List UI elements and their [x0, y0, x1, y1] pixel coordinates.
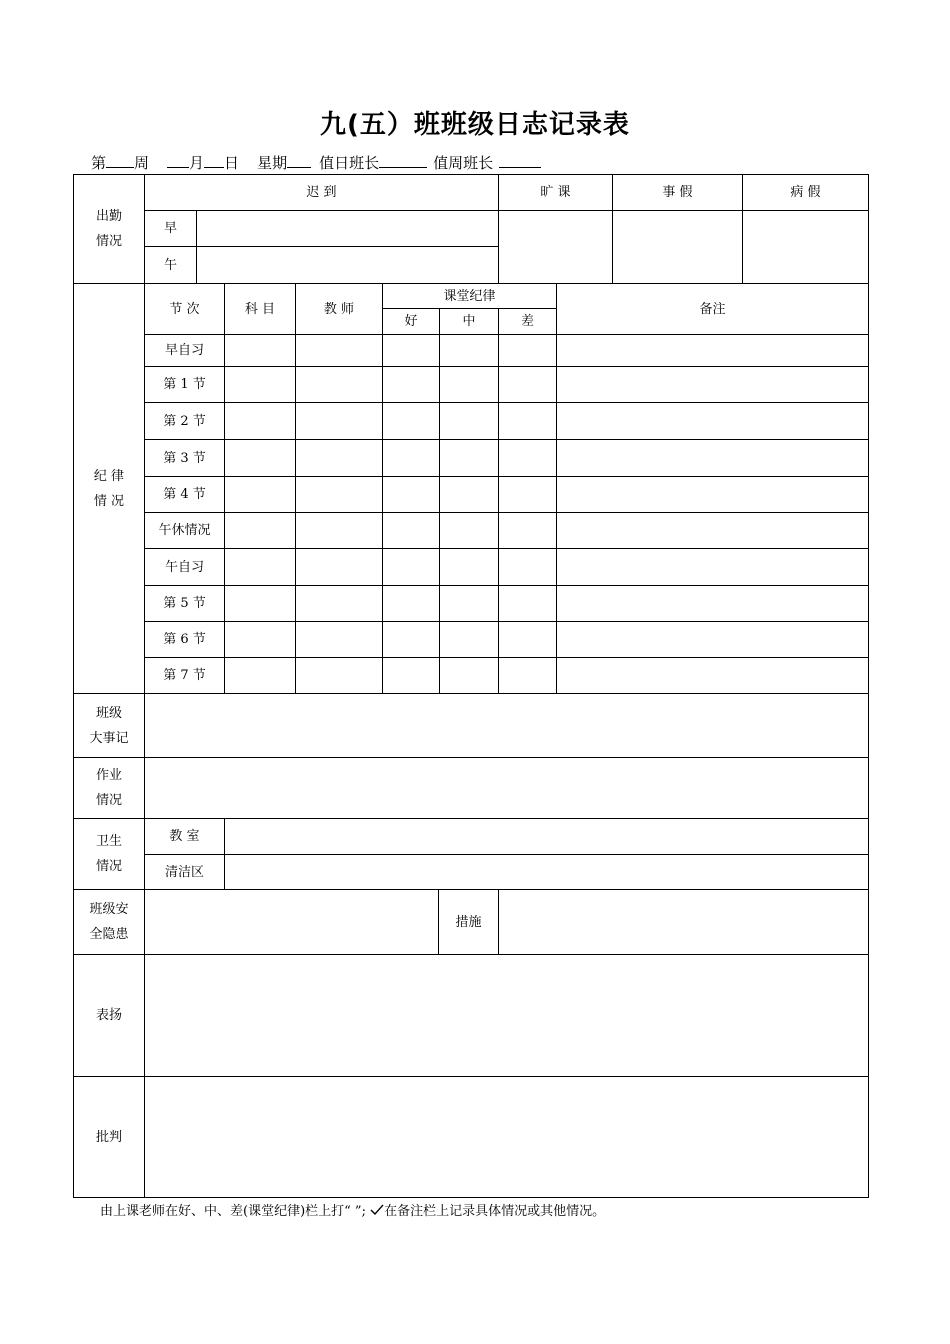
criticism-label: 批判 — [95, 1129, 122, 1145]
attendance-section-label: 出勤 情况 — [95, 209, 122, 249]
day-blank[interactable] — [204, 153, 224, 168]
duty-monitor-label: 值日班长 — [319, 154, 380, 172]
hygiene-label: 卫生 情况 — [95, 834, 122, 874]
footer-text-start: 由上课老师在好、中、差(课堂纪律)栏上打“ ”; — [100, 1204, 371, 1219]
period-row-label: 第 3 节 — [163, 450, 206, 466]
praise-label: 表扬 — [95, 1008, 122, 1023]
measures-label: 措施 — [455, 914, 482, 930]
month-blank[interactable] — [167, 153, 189, 168]
duty-monitor-blank[interactable] — [379, 153, 427, 168]
period-row-label: 第 7 节 — [163, 668, 206, 683]
footer-note — [100, 1200, 605, 1219]
month-label: 月 — [189, 154, 205, 172]
period-row-label: 午休情况 — [158, 523, 211, 538]
poor-header: 差 — [520, 314, 534, 329]
class-discipline-header: 课堂纪律 — [443, 288, 496, 304]
criticism-cell[interactable] — [145, 1077, 868, 1197]
morning-label: 早 — [163, 221, 177, 236]
week-monitor-blank[interactable] — [499, 153, 541, 168]
footer-text-end: 在备注栏上记录具体情况或其他情况。 — [384, 1204, 606, 1219]
period-row-label: 早自习 — [164, 343, 204, 358]
week-prefix: 第 — [91, 154, 107, 172]
header-line — [91, 152, 541, 173]
medium-header: 中 — [462, 314, 476, 329]
weekday-label: 星期 — [257, 154, 288, 172]
week-blank[interactable] — [106, 153, 134, 168]
period-row-label: 午自习 — [164, 559, 204, 575]
day-label: 日 — [224, 154, 240, 172]
safety-hazard-label: 班级安 全隐患 — [89, 902, 129, 942]
homework-cell[interactable] — [145, 758, 868, 818]
subject-header: 科 目 — [244, 301, 276, 317]
homework-label: 作业 情况 — [95, 768, 122, 808]
personal-leave-header: 事 假 — [662, 185, 693, 200]
truancy-cell[interactable] — [499, 211, 612, 283]
class-events-cell[interactable] — [145, 694, 868, 757]
truancy-header: 旷 课 — [540, 185, 571, 200]
afternoon-late-cell[interactable] — [197, 247, 498, 283]
classroom-label: 教 室 — [169, 829, 200, 844]
week-suffix: 周 — [134, 154, 150, 172]
late-header: 迟 到 — [306, 185, 337, 200]
class-events-label: 班级 大事记 — [89, 705, 129, 746]
period-row-label: 第 5 节 — [163, 596, 206, 611]
personal-leave-cell[interactable] — [613, 211, 742, 283]
period-row-label: 第 1 节 — [163, 377, 206, 392]
week-monitor-label: 值周班长 — [433, 154, 494, 172]
sick-leave-header: 病 假 — [790, 185, 821, 200]
morning-late-cell[interactable] — [197, 211, 498, 246]
checkmark-icon — [370, 1204, 384, 1216]
remarks-header: 备注 — [699, 301, 726, 317]
good-header: 好 — [404, 314, 418, 329]
cleaning-area-label: 清洁区 — [164, 864, 204, 880]
period-header: 节 次 — [169, 301, 200, 317]
praise-cell[interactable] — [145, 955, 868, 1076]
afternoon-label: 午 — [163, 257, 177, 273]
teacher-header: 教 师 — [323, 301, 355, 317]
weekday-blank[interactable] — [287, 153, 311, 168]
period-row-label: 第 2 节 — [163, 413, 206, 429]
page-title: 九(五）班班级日志记录表 — [320, 110, 630, 140]
sick-leave-cell[interactable] — [743, 211, 868, 283]
period-row-label: 第 4 节 — [163, 487, 206, 502]
discipline-section-label: 纪 律 情 况 — [93, 468, 125, 509]
period-row-label: 第 6 节 — [163, 632, 206, 647]
